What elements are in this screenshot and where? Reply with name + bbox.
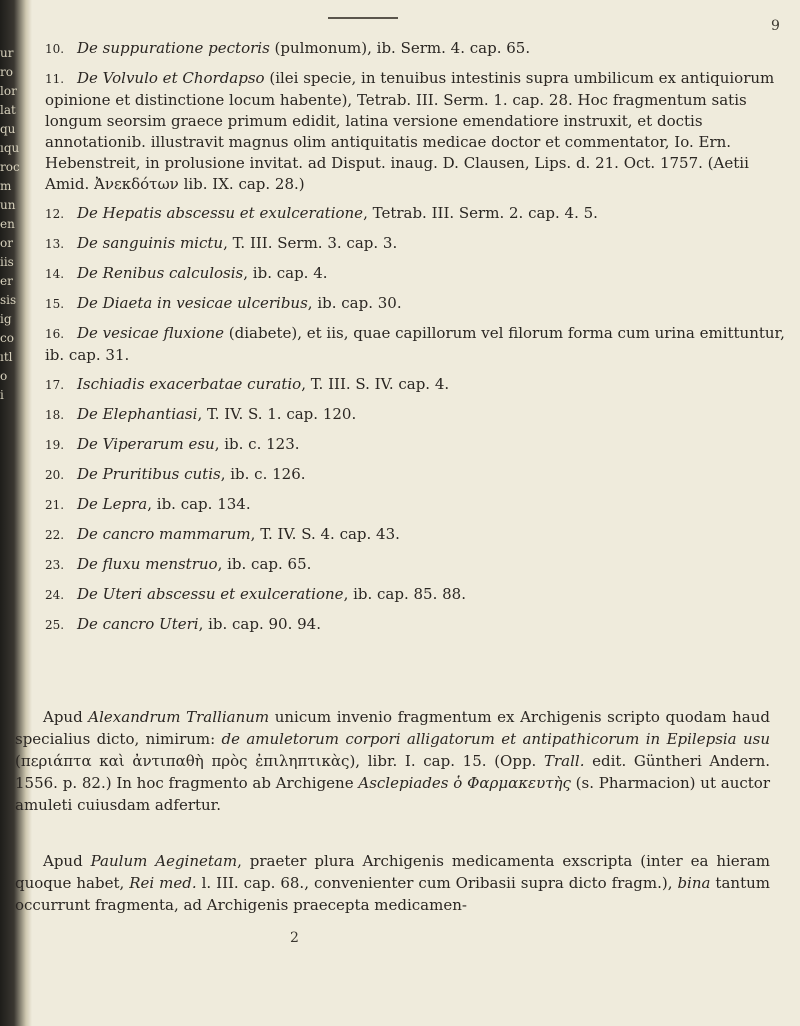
entry-reference: , ib. c. 123. — [214, 435, 300, 453]
entry-number: 23. — [45, 558, 65, 572]
margin-fragment: or — [0, 236, 13, 250]
margin-fragment: iis — [0, 255, 14, 269]
page-number: 9 — [771, 18, 780, 34]
entry-title: De Lepra — [77, 495, 148, 513]
entry-item — [45, 293, 785, 315]
margin-fragment: en — [0, 217, 15, 231]
entry-item — [45, 554, 785, 576]
entry-title: De suppuratione pectoris — [77, 39, 270, 57]
entry-item — [45, 263, 785, 285]
entry-item — [45, 38, 785, 60]
entry-number: 24. — [45, 588, 65, 602]
margin-fragment: ıqu — [0, 141, 20, 155]
margin-fragment: ig — [0, 312, 12, 326]
margin-fragment: ıtl — [0, 350, 13, 364]
entry-title: De Hepatis abscessu et exulceratione — [77, 204, 364, 222]
margin-fragment: ur — [0, 46, 14, 60]
entry-title: De cancro mammarum — [77, 525, 251, 543]
entry-title: De fluxu menstruo — [77, 555, 218, 573]
entry-title: De Pruritibus cutis — [77, 465, 221, 483]
entry-number: 21. — [45, 498, 65, 512]
entry-item — [45, 203, 785, 225]
entry-number: 12. — [45, 207, 65, 221]
entry-reference: , ib. cap. 90. 94. — [198, 615, 321, 633]
entry-reference: , T. III. S. IV. cap. 4. — [301, 375, 450, 393]
entry-reference: , ib. cap. 134. — [147, 495, 251, 513]
entry-list — [45, 38, 785, 644]
entry-title: De Renibus calculosis — [77, 264, 244, 282]
entry-item — [45, 614, 785, 636]
entry-item — [45, 434, 785, 456]
entry-reference: , ib. cap. 85. 88. — [343, 585, 466, 603]
entry-title: Ischiadis exacerbatae curatio — [77, 375, 302, 393]
entry-item — [45, 464, 785, 486]
margin-fragment: sis — [0, 293, 17, 307]
margin-fragment: er — [0, 274, 13, 288]
entry-number: 17. — [45, 378, 65, 392]
header-rule — [328, 17, 398, 19]
margin-fragment: qu — [0, 122, 16, 136]
entry-title: De cancro Uteri — [77, 615, 199, 633]
left-margin-fragments — [0, 44, 20, 405]
entry-reference: , T. III. Serm. 3. cap. 3. — [223, 234, 398, 252]
margin-fragment: roc — [0, 160, 20, 174]
entry-number: 18. — [45, 408, 65, 422]
entry-item — [45, 323, 785, 366]
signature-number: 2 — [290, 930, 299, 946]
entry-number: 20. — [45, 468, 65, 482]
entry-item — [45, 494, 785, 516]
entry-number: 25. — [45, 618, 65, 632]
entry-number: 22. — [45, 528, 65, 542]
entry-title: De Volvulo et Chordapso — [77, 69, 265, 87]
entry-item — [45, 233, 785, 255]
margin-fragment: lat — [0, 103, 16, 117]
entry-number: 10. — [45, 42, 65, 56]
margin-fragment: un — [0, 198, 16, 212]
entry-reference: (ilei specie, in tenuibus intestinis supra umbilicum ex antiquiorum opinione et distinctione locum habente), Tetrab. III. Serm. 1. cap. 28. Hoc fragmentum satis longum seorsim graece primum edidit, latina versione emendatiore instruxit, et doctis annotationib. illustravit magnus olim antiquitatis medicae doctor et commentator, Io. Ern. Hebenstreit, in prolusione invitat. ad Disput. inaug. D. Clausen, Lips. d. 21. Oct. 1757. (Aetii Amid. Ἀνεκδότων lib. IX. cap. 28.) — [45, 69, 775, 193]
entry-reference: , ib. cap. 4. — [243, 264, 328, 282]
entry-title: De Diaeta in vesicae ulceribus — [77, 294, 308, 312]
entry-reference: , T. IV. S. 1. cap. 120. — [197, 405, 357, 423]
entry-item — [45, 584, 785, 606]
entry-item — [45, 404, 785, 426]
entry-title: De vesicae fluxione — [77, 324, 224, 342]
margin-fragment: lor — [0, 84, 17, 98]
entry-reference: , ib. cap. 65. — [217, 555, 312, 573]
entry-reference: , ib. c. 126. — [220, 465, 306, 483]
entry-reference: (diabete), et iis, quae capillorum vel filorum forma cum urina emittuntur, ib. cap. 31. — [45, 324, 785, 364]
entry-item — [45, 68, 785, 195]
entry-item — [45, 374, 785, 396]
margin-fragment: co — [0, 331, 14, 345]
entry-number: 15. — [45, 297, 65, 311]
margin-fragment: m — [0, 179, 12, 193]
margin-fragment: o — [0, 369, 8, 383]
entry-reference: (pulmonum), ib. Serm. 4. cap. 65. — [269, 39, 531, 57]
entry-reference: , Tetrab. III. Serm. 2. cap. 4. 5. — [363, 204, 598, 222]
entry-reference: , ib. cap. 30. — [307, 294, 402, 312]
margin-fragment: ro — [0, 65, 13, 79]
entry-number: 19. — [45, 438, 65, 452]
entry-title: De Elephantiasi — [77, 405, 198, 423]
entry-title: De Viperarum esu — [77, 435, 215, 453]
paragraph-paulus: Apud Paulum Aeginetam, praeter plura Archigenis medicamenta exscripta (inter ea hieram quoque habet, Rei med. l. III. cap. 68., convenienter cum Oribasii supra dicto fragm.), bina tantum occurrunt fragmenta, ad Archigenis praecepta medicamen- — [15, 852, 770, 914]
paragraph-alexander: Apud Alexandrum Trallianum unicum invenio fragmentum ex Archigenis scripto quodam haud specialius dicto, nimirum: de amuletorum corpori alligatorum et antipathicorum in Epilepsia usu (περιάπτα καὶ ἀντιπαθὴ πρὸς ἐπιληπτικὰς), libr. I. cap. 15. (Opp. Trall. edit. Güntheri Andern. 1556. p. 82.) In hoc fragmento ab Archigene Asclepiades ὁ Φαρμακευτὴς (s. Pharmacion) ut auctor amuleti cuiusdam adfertur. — [15, 708, 770, 814]
entry-number: 16. — [45, 327, 65, 341]
entry-number: 13. — [45, 237, 65, 251]
entry-title: De sanguinis mictu — [77, 234, 224, 252]
entry-item — [45, 524, 785, 546]
entry-title: De Uteri abscessu et exulceratione — [77, 585, 344, 603]
entry-number: 14. — [45, 267, 65, 281]
margin-fragment: i — [0, 388, 4, 402]
entry-reference: , T. IV. S. 4. cap. 43. — [250, 525, 400, 543]
entry-number: 11. — [45, 72, 65, 86]
